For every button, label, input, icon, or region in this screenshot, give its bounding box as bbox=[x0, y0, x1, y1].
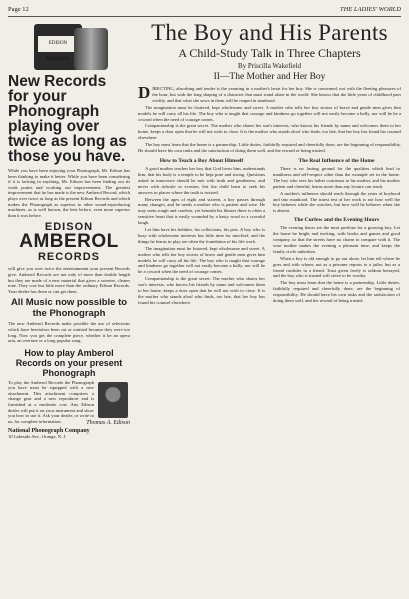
article-paragraph: A good mother teaches her boy that God loves him, understands him, that his body is a temple to be kept pure and strong. Questions asked in innocence should be met with truth and gentleness, and never with ridicule or evasion, lest the child learn to seek his answers in places where the truth is twisted. bbox=[138, 165, 265, 195]
article bbox=[138, 18, 401, 593]
article-paragraph: Companionship is the great secret. The mother who shares her son's interests, who knows his friends by name and welcomes them to her home, keeps a door open that he will not wish to close. It is the mother who stands aloof who finds, too late, that her boy has found his counsel elsewhere. bbox=[138, 123, 401, 141]
section-heading: The Real Influence of the Home bbox=[298, 157, 375, 164]
magazine-title: THE LADIES' WORLD bbox=[340, 6, 401, 13]
brand-edison: EDISON bbox=[44, 221, 94, 234]
article-paragraph: The imagination must be fostered, kept wholesome and sweet. A mother who tells her boy stories of brave and gentle men gives him models he will carry all his life. The boy who is taught that courage and kindness go together will not easily become a bully, nor will he be a coward when the need of courage comes. bbox=[138, 245, 265, 275]
ad-body-3: The new Amberol Records make possible the use of selections which have heretofore been cut or omitted because they were too long. Now you get the complete piece, whether it be an opera aria, an overture or a long popular song. bbox=[8, 321, 130, 344]
edison-signature: Thomas A. Edison bbox=[86, 419, 130, 426]
ad-intro: While you have been enjoying your Phonograph, Mr. Edison has been thinking to make it better. While you have been considering if it is lacking in anything, Mr. Edison has been finding out its weak points and working out improvements. The greatest improvement that he has made is the new Amberol Record, which plays over twice as long as the present Edison Records and which makes the Phonograph as superior to other sound-reproducing machines, as is well known, the best before, even more superior than it was before. bbox=[8, 168, 130, 218]
edison-advertisement bbox=[8, 20, 130, 592]
article-subtitle: A Child-Study Talk in Three Chapters bbox=[178, 46, 361, 60]
article-column-right bbox=[273, 155, 400, 307]
lead-text: IRECTING, absorbing and tender is the yearning in a mother's heart for her boy. She is concerned, not with the fleeting pleasures of the hour, but with the long shaping of a character that must stand alone in the world. She knows that the little years of childhood pass swiftly, and that what she sows in them will be reaped in manhood. bbox=[152, 86, 401, 103]
article-paragraph: The boy must learn that the home is a partnership. Little duties, faithfully required and cheerfully done, are the beginning of responsibility. He should have his own tasks and the satisfaction of doing them well, and the reward of being trusted. bbox=[138, 142, 401, 154]
drop-cap: D bbox=[138, 83, 151, 102]
brand-records: RECORDS bbox=[37, 251, 100, 264]
article-paragraph: Between the ages of eight and sixteen, a boy passes through many changes, and he needs a mother who is patient and wise. He may seem rough and careless, yet beneath his bluster there is often a sensitive heart that is easily wounded by a hasty word or a scornful laugh. bbox=[138, 196, 265, 226]
article-paragraph: The imagination must be fostered, kept wholesome and sweet. A mother who tells her boy stories of brave and gentle men gives him models he will carry all his life. The boy who is taught that courage and kindness go together will not easily become a bully, nor will he be a coward when the need of courage comes. bbox=[138, 104, 401, 122]
ad-subheading-music: All Music now possible to the Phonograph bbox=[10, 297, 128, 320]
page-header bbox=[8, 4, 401, 17]
article-paragraph: The boy must learn that the home is a partnership. Little duties, faithfully required and cheerfully done, are the beginning of responsibility. He should have his own tasks and the satisfaction of doing them well, and the reward of being trusted. bbox=[273, 280, 400, 304]
article-title: The Boy and His Parents bbox=[151, 20, 388, 45]
ad-subheading-how-to-play: How to play Amberol Records on your present Phonograph bbox=[15, 347, 123, 378]
section-heading: The Curfew and the Evening Hours bbox=[293, 217, 380, 224]
article-part-heading: II—The Mother and Her Boy bbox=[213, 72, 326, 82]
edison-portrait bbox=[98, 382, 128, 418]
article-paragraph: Let him have his hobbies, his collections, his pets. A boy who is busy with wholesome interests has little time for mischief, and the things he learns in play are often the foundation of his life work. bbox=[138, 227, 265, 244]
ad-body-2: will give you over twice the entertainment your present Records give. Amberol Records are not only of more than double length but they are made of a new material that gives a sweeter, clearer tone. They cost but little more than the ordinary Edison Records. Your dealer has them or can get them. bbox=[8, 266, 130, 294]
ad-bottom bbox=[8, 380, 130, 440]
article-paragraph: There is no lasting ground for the qualities which lead to manliness and self-respect other than the example set in the home. The boy who sees his father courteous to his mother, and his mother patient and cheerful, learns more than any lecture can teach. bbox=[273, 165, 400, 189]
ad-body-4: To play the Amberol Records the Phonograph you have must be equipped with a new attachment. This attachment comprises a change gear and a new reproducer and is furnished at a moderate cost. Any Edison dealer will put it on your instrument and show you how to use it. Ask your dealer, or write to us, for complete information. bbox=[8, 379, 94, 424]
record-box-label: EDISON AMBEROL bbox=[38, 36, 78, 52]
phonograph-record-image bbox=[8, 22, 130, 72]
company-name: National Phonograph Company bbox=[8, 428, 90, 435]
article-lead-paragraph bbox=[138, 83, 401, 104]
article-columns bbox=[138, 155, 401, 307]
company-address: 10 Lakeside Ave., Orange, N. J. bbox=[8, 434, 67, 440]
section-heading: How to Teach a Boy About Himself bbox=[159, 157, 244, 164]
article-paragraph: Companionship is the great secret. The mother who shares her son's interests, who knows his friends by name and welcomes them to her home, keeps a door open that he will not wish to close. It is the mother who stands aloof who finds, too late, that her boy has found his counsel elsewhere. bbox=[138, 276, 265, 305]
page-number: Page 12 bbox=[8, 6, 29, 13]
article-paragraph: The evening hours are the most perilous for a growing boy. Let the home be bright and inviting, with books and games and good company, so that the streets have no charm to compare with it. The wise mother makes the evening a pleasant time, and keeps the family circle unbroken. bbox=[273, 225, 400, 254]
article-paragraph: A mother's influence should reach through the years of boyhood and into manhood. The truest test of her work is not how well the boy behaves while she watches, but how well he behaves when she is absent. bbox=[273, 190, 400, 214]
brand-amberol: AMBEROL bbox=[19, 231, 119, 253]
article-byline: By Priscilla Wakefield bbox=[237, 62, 302, 70]
article-column-left bbox=[138, 155, 265, 307]
article-paragraph: When a boy is old enough to go out alone, let him tell where he goes and with whom; not as a prisoner reports to a jailer, but as a friend confides in a friend. Trust given freely is seldom betrayed, and the boy who is trusted will strive to be worthy. bbox=[273, 255, 400, 279]
ad-headline: New Records for your Phonograph playing over twice as long as those you have. bbox=[8, 73, 127, 165]
cylinder-record bbox=[74, 28, 108, 70]
